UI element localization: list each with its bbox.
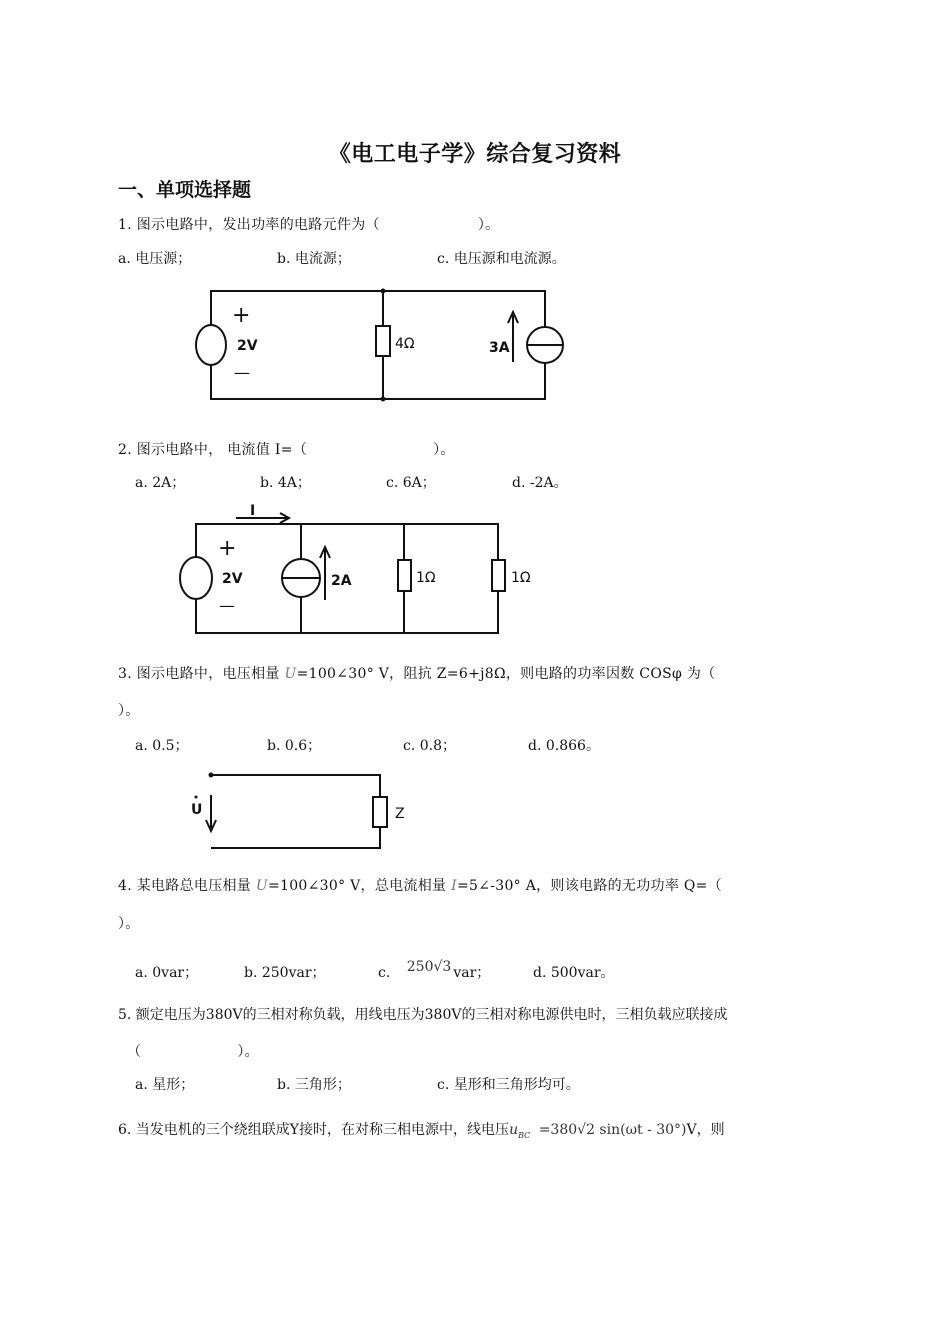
q4-option-d: d. 500var。: [533, 965, 615, 981]
plus-sign: +: [232, 303, 251, 328]
page-title: 《电工电子学》综合复习资料: [328, 142, 622, 167]
q5-option-a: a. 星形；: [135, 1077, 195, 1093]
question-4-text: 4. 某电路总电压相量: [118, 878, 252, 894]
question-4-end: ）。: [118, 916, 140, 932]
plus-sign: +: [218, 536, 237, 561]
minus-sign: —: [234, 363, 250, 382]
current-i-label: I: [250, 503, 256, 519]
q3-option-d: d. 0.866。: [528, 738, 600, 754]
q4-option-b: b. 250var；: [244, 965, 326, 981]
voltage-phasor-symbol: U: [255, 878, 268, 894]
question-1-text: 1. 图示电路中，发出功率的电路元件为（: [118, 217, 380, 233]
resistor-1-label: 1Ω: [416, 570, 436, 586]
q3-option-b: b. 0.6；: [267, 738, 322, 754]
q1-option-b: b. 电流源；: [277, 251, 351, 267]
question-5-open: （: [127, 1044, 142, 1060]
question-5-end: ）。: [237, 1044, 259, 1060]
impedance-symbol: [373, 797, 387, 827]
question-5-stem: 5. 额定电压为380V的三相对称负载，用线电压为380V的三相对称电源供电时，三相负载应联接成: [118, 1007, 728, 1023]
q3-option-a: a. 0.5；: [135, 738, 189, 754]
minus-sign: —: [219, 596, 235, 615]
q2-option-b: b. 4A；: [260, 475, 311, 491]
q4-option-c-unit: var；: [453, 965, 491, 981]
current-label: 3A: [489, 340, 510, 356]
q4-option-c-math: 250√3: [406, 959, 452, 975]
q5-option-c: c. 星形和三角形均可。: [437, 1077, 580, 1093]
q2-option-d: d. -2A。: [512, 475, 568, 491]
voltage-label: U: [191, 802, 203, 818]
voltage-label: 2V: [237, 338, 258, 354]
question-5-blank-line: [127, 1041, 259, 1061]
question-2-text: 2. 图示电路中， 电流值 I=（: [118, 442, 308, 458]
current-label: 2A: [331, 573, 352, 589]
line-voltage-symbol: u: [509, 1122, 519, 1138]
q1-option-c: c. 电压源和电流源。: [437, 251, 566, 267]
q4-option-c: [378, 959, 491, 982]
question-6-stem: [118, 1119, 725, 1140]
section-heading: 一、单项选择题: [118, 179, 252, 201]
question-3-text-b: =100∠30° V，阻抗 Z=6+j8Ω，则电路的功率因数 COSφ 为（: [296, 666, 716, 682]
q1-option-a: a. 电压源；: [118, 251, 192, 267]
impedance-label: Z: [395, 806, 405, 822]
q3-option-c: c. 0.8；: [403, 738, 457, 754]
question-2-end: ）。: [433, 442, 455, 458]
question-6-text: 6. 当发电机的三个绕组联成Y接时，在对称三相电源中，线电压: [118, 1122, 510, 1138]
question-6-end: V，则: [686, 1122, 725, 1138]
line-voltage-formula: =380√2 sin(ωt - 30°): [538, 1122, 687, 1138]
voltage-phasor-symbol: U: [284, 666, 297, 682]
resistor-label: 4Ω: [395, 336, 415, 352]
q2-option-c: c. 6A；: [386, 475, 436, 491]
question-3-end: ）。: [118, 703, 140, 719]
voltage-label: 2V: [222, 571, 243, 587]
current-phasor-symbol: I: [451, 878, 457, 894]
question-4-text-b: =100∠30° V，总电流相量: [267, 878, 447, 894]
question-1-end: ）。: [477, 217, 500, 233]
line-voltage-subscript: BC: [518, 1130, 531, 1140]
q4-option-c-letter: c.: [378, 965, 391, 981]
question-4-stem: [118, 875, 722, 895]
resistor-2-label: 1Ω: [511, 570, 531, 586]
q2-option-a: a. 2A；: [135, 475, 186, 491]
question-4-text-c: =5∠-30° A，则该电路的无功功率 Q=（: [456, 878, 722, 894]
q4-option-a: a. 0var；: [135, 965, 199, 981]
question-3-text: 3. 图示电路中，电压相量: [118, 666, 280, 682]
q5-option-b: b. 三角形；: [277, 1077, 351, 1093]
